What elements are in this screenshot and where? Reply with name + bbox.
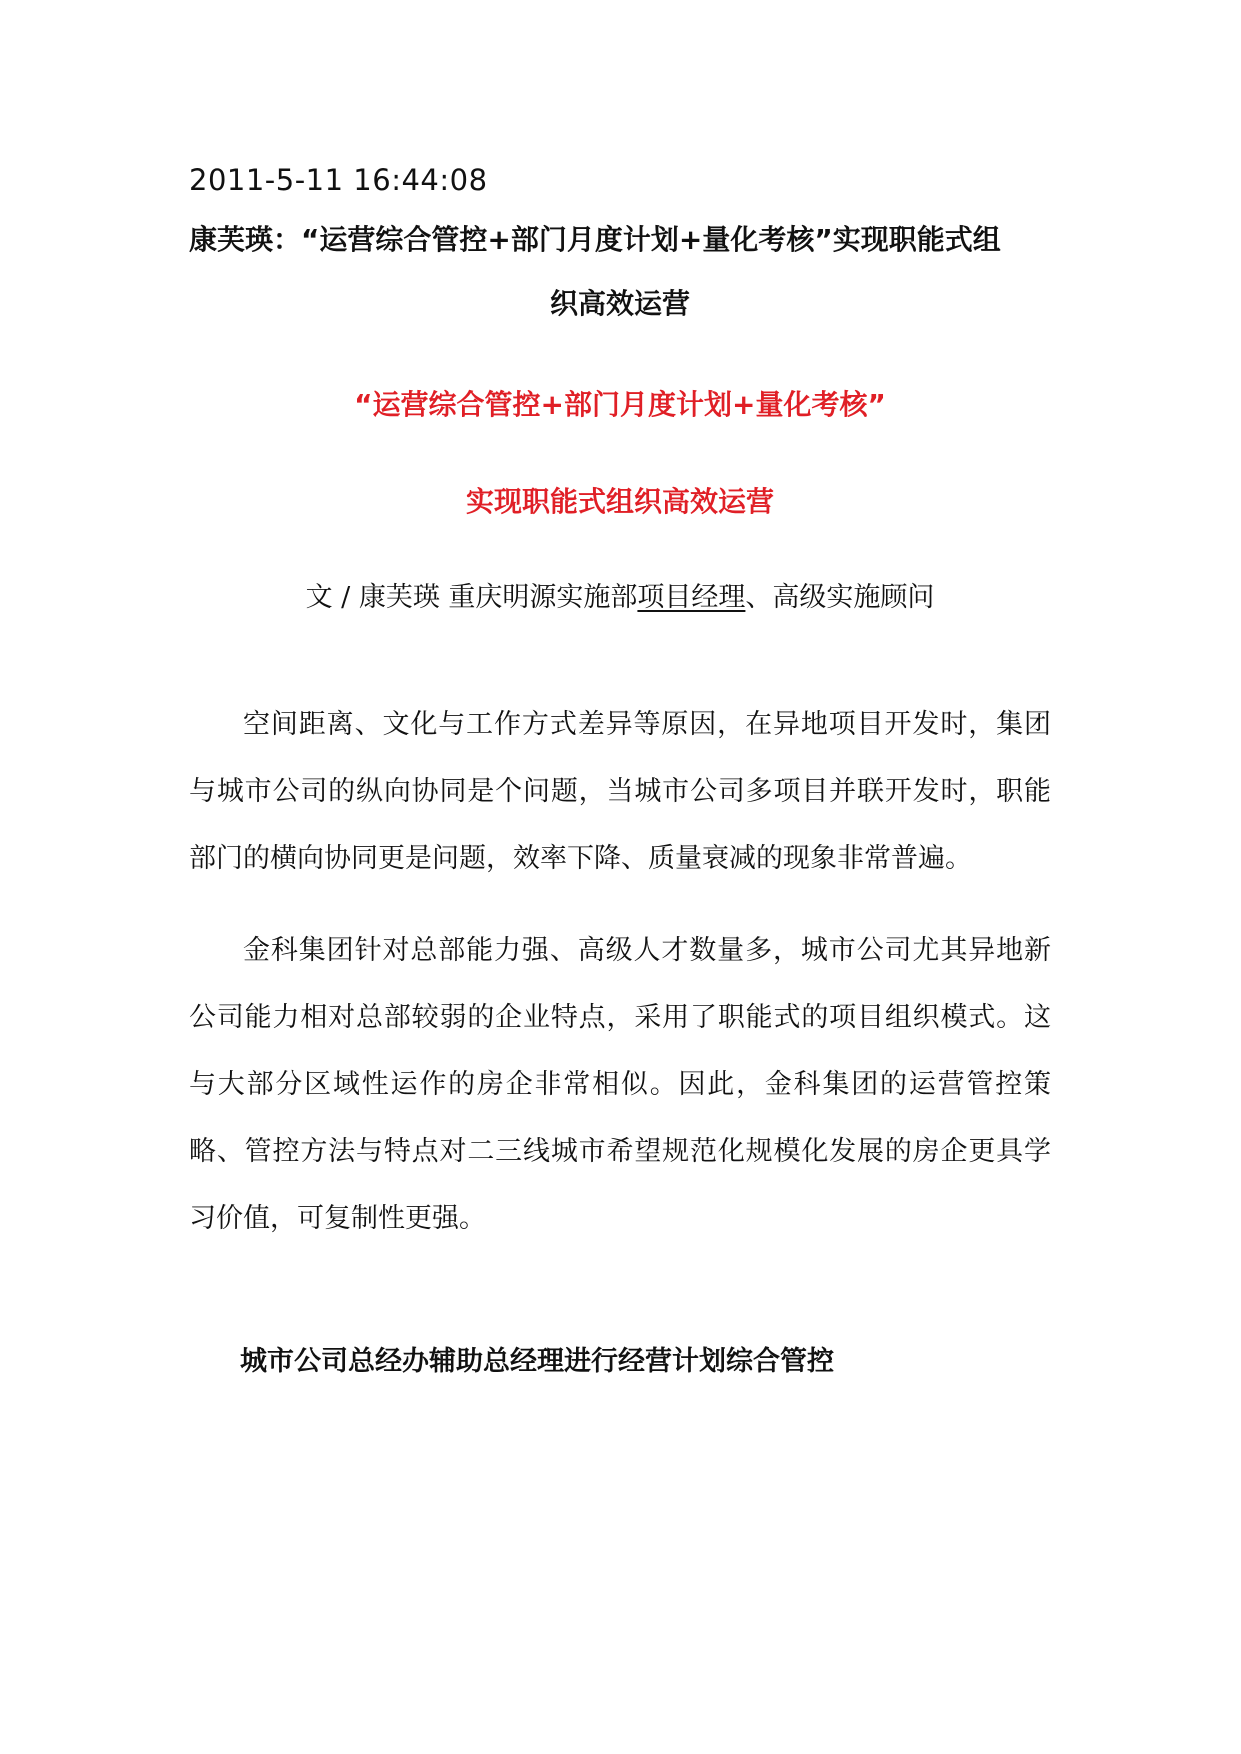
red-subtitle-line-1: “运营综合管控+部门月度计划+量化考核” <box>354 388 886 421</box>
red-subtitle-line-2: 实现职能式组织高效运营 <box>465 485 774 518</box>
author-byline <box>189 578 1051 618</box>
article-title-line-1: 康芙瑛：“运营综合管控+部门月度计划+量化考核”实现职能式组 <box>189 223 1001 256</box>
body-paragraph-2: 金科集团针对总部能力强、高级人才数量多，城市公司尤其异地新公司能力相对总部较弱的企业特点，采用了职能式的项目组织模式。这与大部分区域性运作的房企非常相似。因此，金科集团的运营管控策略、管控方法与特点对二三线城市希望规范化规模化发展的房企更具学习价值，可复制性更强。 <box>189 935 1051 1234</box>
article-title-line-2: 织高效运营 <box>549 287 690 320</box>
byline-suffix: 、高级实施顾问 <box>745 582 935 613</box>
section-heading: 城市公司总经办辅助总经理进行经营计划综合管控 <box>240 1346 834 1377</box>
byline-prefix: 文 / 康芙瑛 重庆明源实施部 <box>305 582 638 613</box>
body-paragraph-1: 空间距离、文化与工作方式差异等原因，在异地项目开发时，集团与城市公司的纵向协同是个问题，当城市公司多项目并联开发时，职能部门的横向协同更是问题，效率下降、质量衰减的现象非常普遍。 <box>189 709 1051 874</box>
project-manager-link[interactable]: 项目经理 <box>637 582 746 613</box>
publish-timestamp: 2011-5-11 16:44:08 <box>189 163 488 197</box>
article-title <box>189 222 1051 336</box>
